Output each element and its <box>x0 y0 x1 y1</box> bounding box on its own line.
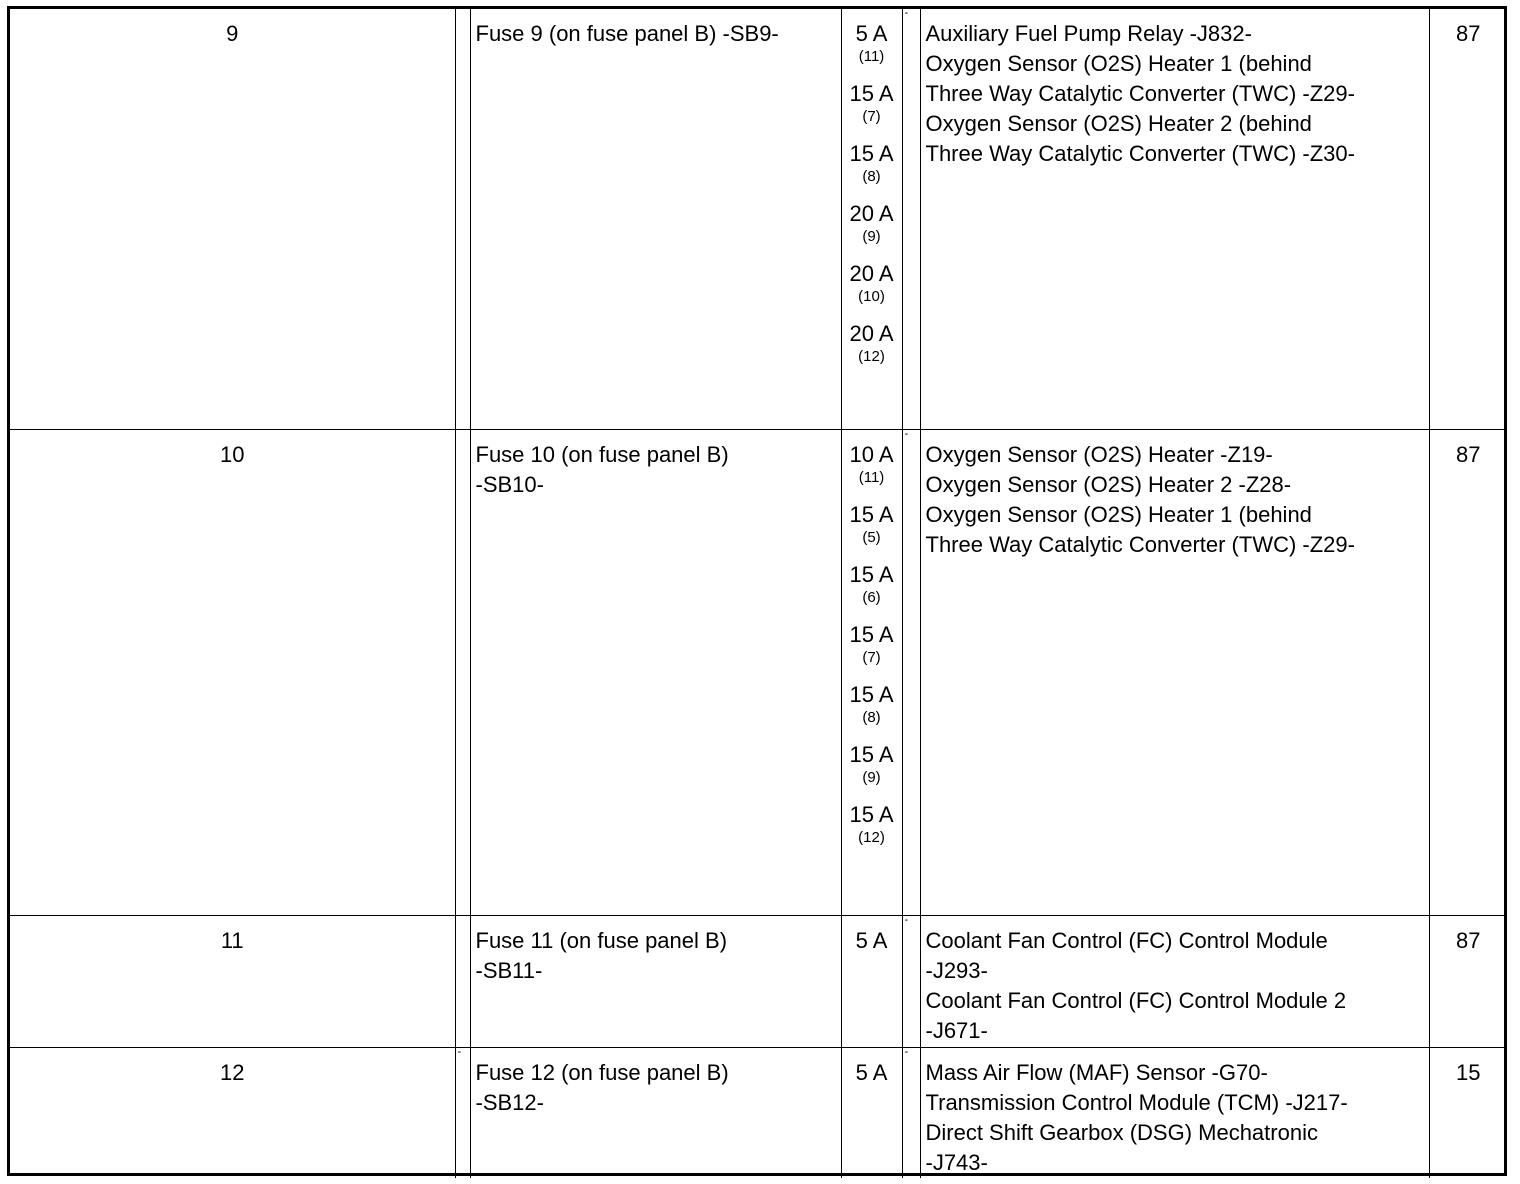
fuse-number: 12 <box>10 1047 455 1178</box>
component-line: Coolant Fan Control (FC) Control Module <box>925 927 1328 953</box>
component-line: Oxygen Sensor (O2S) Heater 1 (behind <box>925 501 1312 527</box>
terminal: 87 <box>1429 9 1507 429</box>
fuse-number: 11 <box>10 915 455 1047</box>
component-line: Coolant Fan Control (FC) Control Module 2 <box>925 987 1347 1013</box>
component-line: Oxygen Sensor (O2S) Heater 1 (behind <box>925 51 1312 76</box>
fuse-rating: 15 A $^{(7)}$ <box>849 621 894 666</box>
rating-footnote: (7) <box>862 108 881 125</box>
fuse-ratings <box>841 1047 902 1178</box>
rating-footnote: (7) <box>862 648 881 666</box>
table-row-fuse-9 <box>10 9 1507 429</box>
table-row-fuse-12 <box>10 1047 1507 1178</box>
component-line: Transmission Control Module (TCM) -J217- <box>925 1089 1348 1115</box>
rating-footnote: (6) <box>862 588 881 606</box>
rating-footnote: (11) <box>858 468 885 486</box>
fuse-ratings <box>841 9 902 429</box>
fuse-description: Fuse 9 (on fuse panel B) -SB9- <box>470 9 841 429</box>
fuse-rating: 15 A $^{(7)}$ <box>849 81 894 125</box>
fuse-rating: 15 A $^{(8)}$ <box>849 681 894 726</box>
component-line: Three Way Catalytic Converter (TWC) -Z29- <box>925 81 1355 106</box>
table-row-fuse-10 <box>10 429 1507 915</box>
fuse-name-line: Fuse 12 (on fuse panel B) <box>475 1059 729 1085</box>
rating-footnote: (10) <box>858 288 885 305</box>
fuse-rating: 20 A $^{(9)}$ <box>849 201 894 245</box>
protected-components <box>920 9 1429 429</box>
rating-footnote: (8) <box>862 708 881 726</box>
spacer-cell <box>902 9 920 429</box>
rating-footnote: (9) <box>862 228 881 245</box>
spacer-cell <box>455 429 470 915</box>
rating-footnote: (11) <box>858 48 885 65</box>
terminal: 15 <box>1429 1047 1507 1178</box>
component-line: -J293- <box>925 957 988 983</box>
fuse-name-line: Fuse 10 (on fuse panel B) <box>475 441 729 467</box>
fuse-description <box>470 915 841 1047</box>
fuse-name-line: Fuse 11 (on fuse panel B) <box>475 927 728 953</box>
fuse-ratings <box>841 915 902 1047</box>
component-line: Oxygen Sensor (O2S) Heater -Z19- <box>925 441 1273 467</box>
terminal: 87 <box>1429 429 1507 915</box>
fuse-number: 9 <box>10 9 455 429</box>
fuse-rating: 15 A $^{(12)}$ <box>849 801 894 846</box>
component-line: -J743- <box>925 1149 988 1175</box>
fuse-rating: 20 A $^{(12)}$ <box>849 321 894 365</box>
rating-footnote: (9) <box>862 768 881 786</box>
fuse-code-line: -SB10- <box>475 471 544 497</box>
fuse-rating: 10 A $^{(11)}$ <box>849 441 894 486</box>
fuse-table-sheet <box>7 6 1507 1176</box>
spacer-cell <box>902 1047 920 1178</box>
spacer-cell <box>455 1047 470 1178</box>
fuse-rating: 5 A $^{(11)}$ <box>855 21 888 65</box>
spacer-cell <box>455 915 470 1047</box>
fuse-ratings <box>841 429 902 915</box>
component-line: Three Way Catalytic Converter (TWC) -Z30- <box>925 141 1355 166</box>
component-line: Mass Air Flow (MAF) Sensor -G70- <box>925 1059 1268 1085</box>
protected-components <box>920 429 1429 915</box>
fuse-number: 10 <box>10 429 455 915</box>
table-row-fuse-11 <box>10 915 1507 1047</box>
rating-footnote: (12) <box>858 348 885 365</box>
terminal: 87 <box>1429 915 1507 1047</box>
protected-components <box>920 915 1429 1047</box>
fuse-rating: 15 A $^{(5)}$ <box>849 501 894 546</box>
fuse-rating: 5 A <box>855 927 888 953</box>
fuse-rating: 15 A $^{(6)}$ <box>849 561 894 606</box>
fuse-code-line: -SB11- <box>475 957 543 983</box>
rating-footnote: (5) <box>862 528 881 546</box>
fuse-description <box>470 1047 841 1178</box>
protected-components <box>920 1047 1429 1178</box>
fuse-rating: 15 A $^{(9)}$ <box>849 741 894 786</box>
rating-footnote: (8) <box>862 168 881 185</box>
fuse-rating: 20 A $^{(10)}$ <box>849 261 894 305</box>
component-line: -J671- <box>925 1017 988 1043</box>
component-line: Oxygen Sensor (O2S) Heater 2 (behind <box>925 111 1312 136</box>
spacer-cell <box>455 9 470 429</box>
component-line: Direct Shift Gearbox (DSG) Mechatronic <box>925 1119 1318 1145</box>
fuse-rating: 5 A <box>855 1059 888 1085</box>
fuse-code-line: -SB12- <box>475 1089 544 1115</box>
component-line: Oxygen Sensor (O2S) Heater 2 -Z28- <box>925 471 1292 497</box>
component-line: Auxiliary Fuel Pump Relay -J832- <box>925 21 1252 46</box>
spacer-cell <box>902 915 920 1047</box>
spacer-cell <box>902 429 920 915</box>
rating-footnote: (12) <box>858 828 885 846</box>
fuse-rating: 15 A $^{(8)}$ <box>849 141 894 185</box>
fuse-table <box>10 9 1507 1178</box>
fuse-description <box>470 429 841 915</box>
component-line: Three Way Catalytic Converter (TWC) -Z29- <box>925 531 1355 557</box>
